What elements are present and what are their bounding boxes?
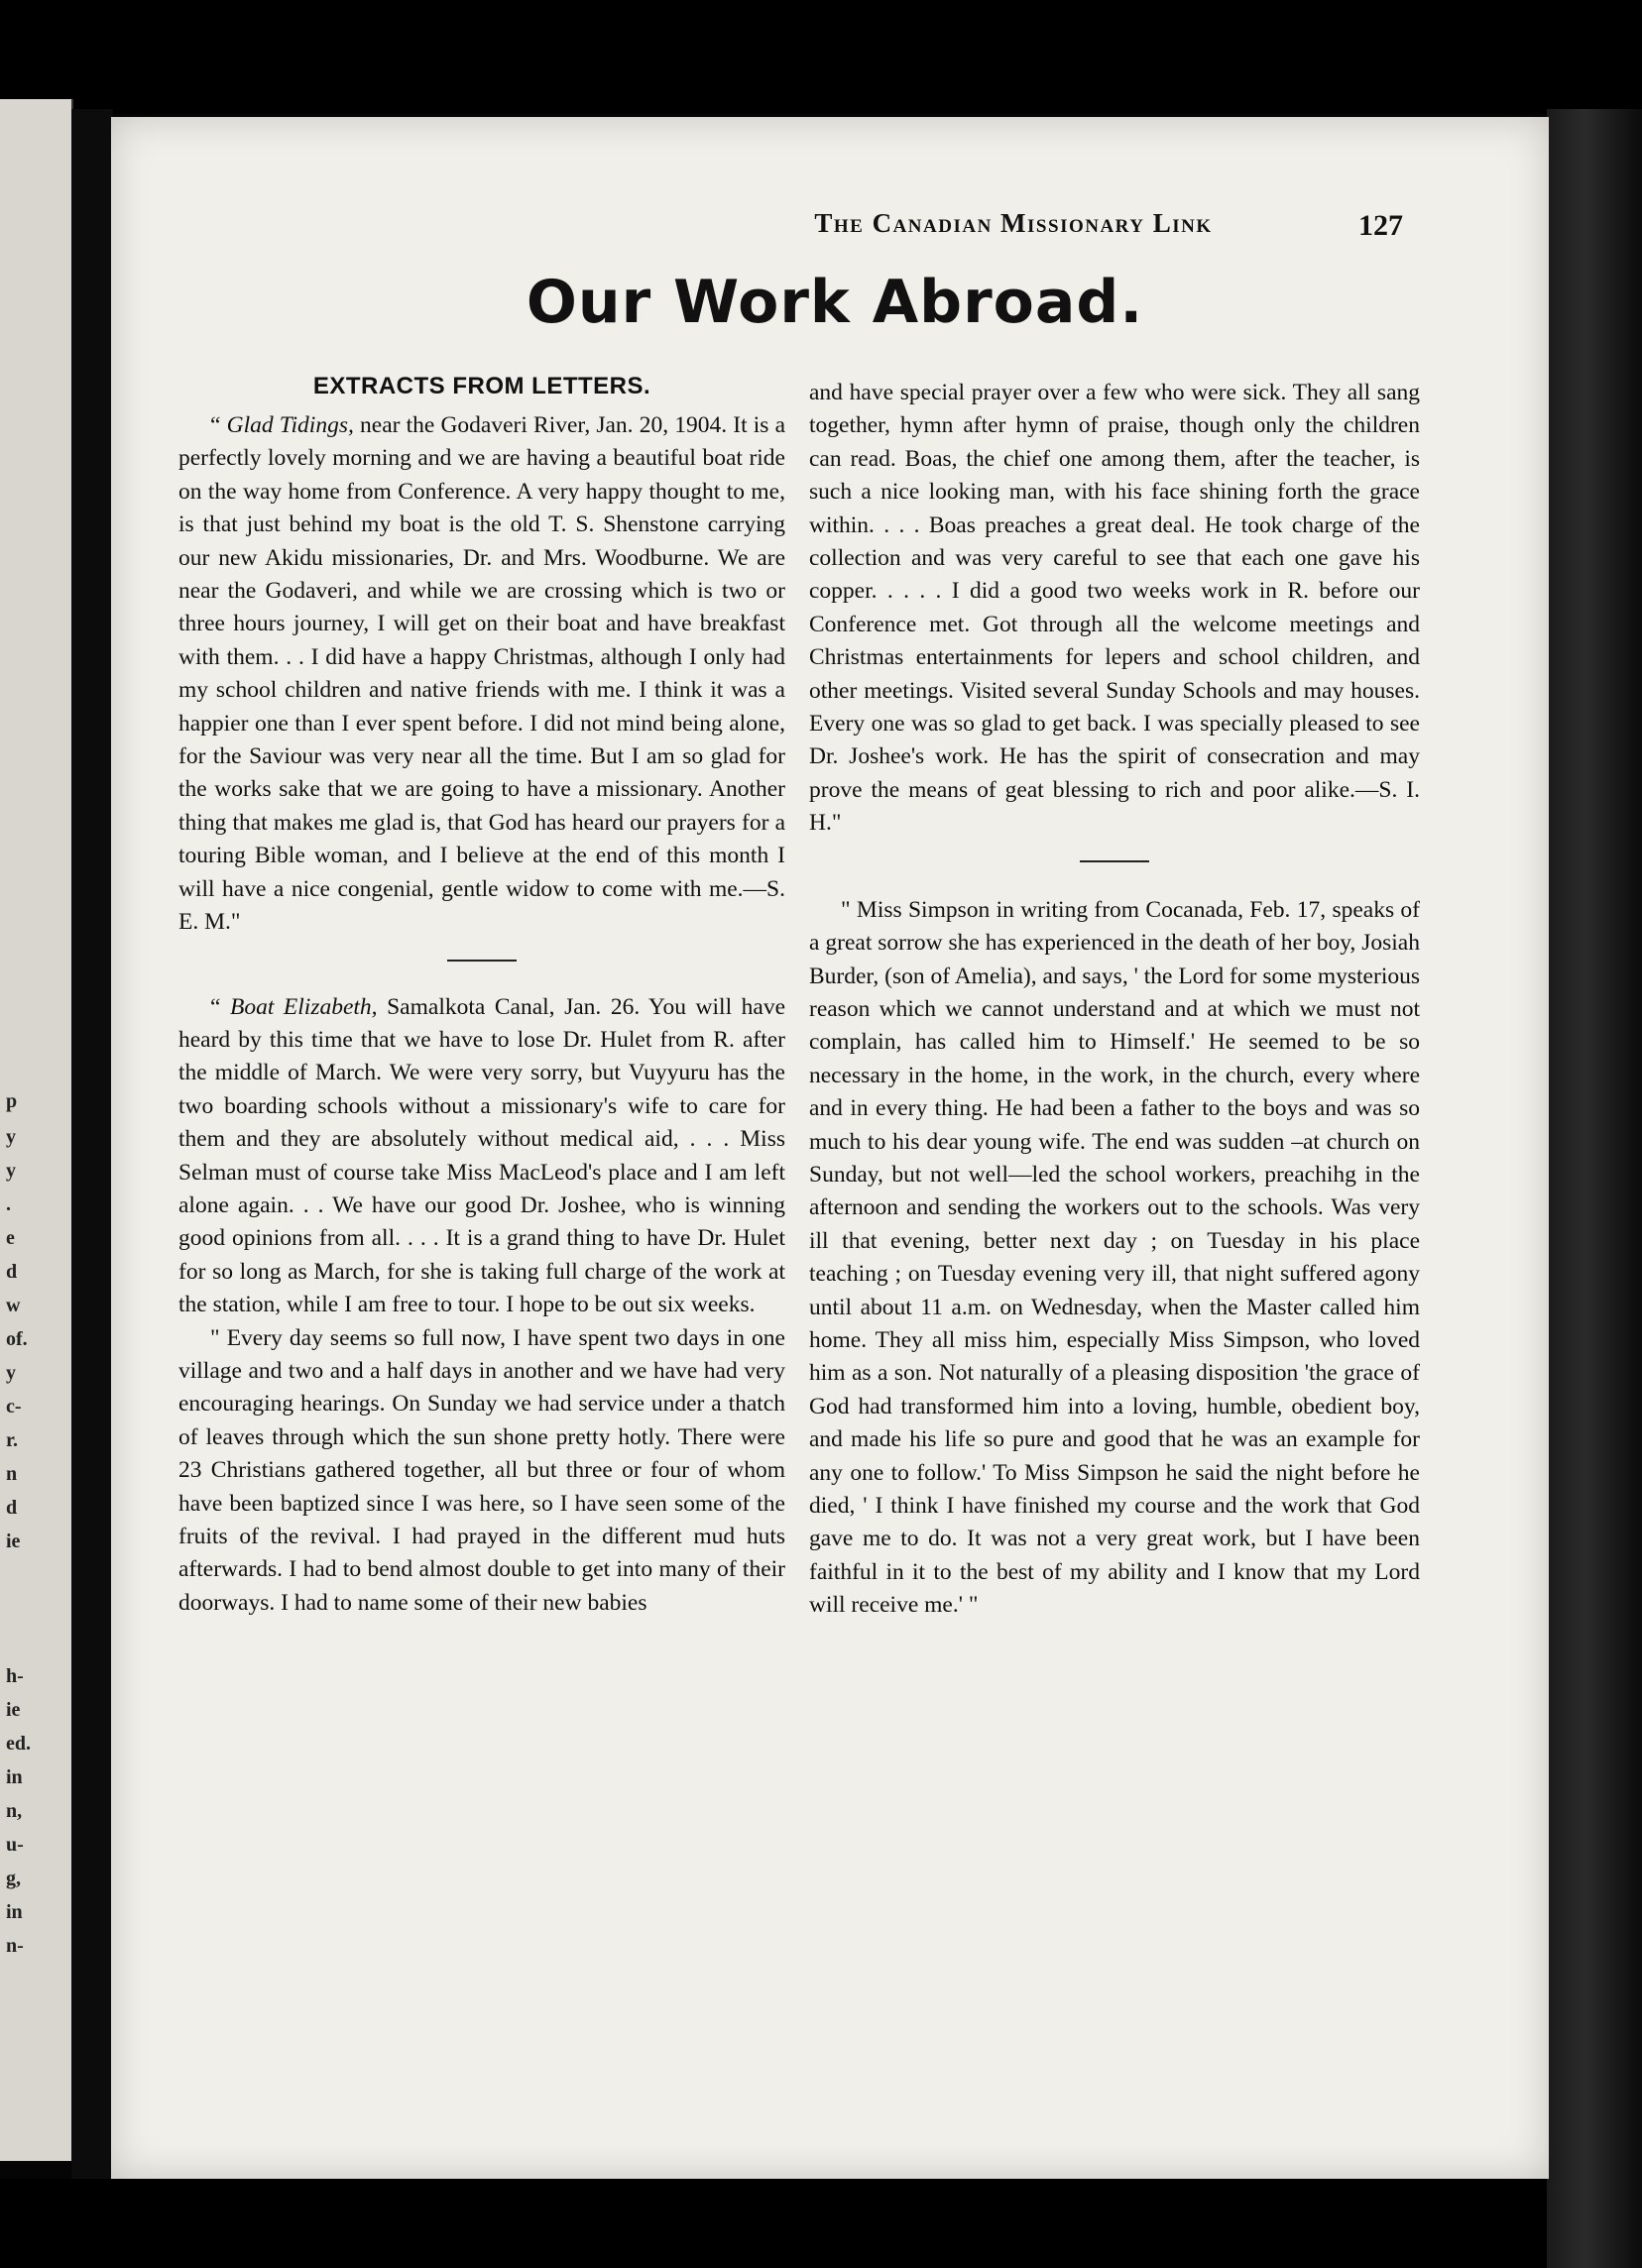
facing-page-fragment: c- xyxy=(6,1396,22,1418)
letter-2-ending: and have special prayer over a few who were sick. They all sang together, hymn after hymn of praise, though only the children can read. Boas, the chief one among them, after the teacher, is such a nice looking man, with his face shining forth the grace within. . . . Boas preaches a great deal. He took charge of the collection and was very careful to see that each one gave his copper. . . . . I did a good two weeks work in R. before our Conference met. Got through all the welcome meetings and Christmas entertainments for lepers and school children, and other meetings. Visited several Sunday Schools and may houses. Every one was so glad to get back. I was specially pleased to see Dr. Joshee's work. He has the spirit of consecration and may prove the means of geat blessing to rich and poor alike.—S. I. H." xyxy=(809,380,1420,837)
facing-page-fragment: d xyxy=(6,1497,18,1519)
facing-page-fragment: w xyxy=(6,1295,21,1316)
scan-border-bottom xyxy=(0,2179,1547,2268)
letter-3: " Miss Simpson in writing from Cocanada, Feb. 17, speaks of a great sorrow she has experienced in the death of her boy, Josiah Burder, (son of Amelia), and says, ' the Lord for some mysterious reason which we cannot understand and at which we must not complain, has called him to Himself.' He seemed to be so necessary in the home, in the work, in the church, every where and in every thing. He had been a father to the boys and was so much to his dear young wife. The end was sudden –at church on Sunday, but not well—led the school workers, preachihg in the afternoon and sending the workers out to the schools. Was very ill that evening, better next day ; on Tuesday in his place teaching ; on Tuesday evening very ill, that night suffered agony until about 11 a.m. on Wednesday, when the Master called him home. They all miss him, especially Miss Simpson, who loved him as a son. Not naturally of a pleasing disposition 'the grace of God had transformed him into a loving, humble, obedient boy, and made his life so pure and good that he was an example for any one to follow.' To Miss Simpson he said the night before he died, ' I think I have finished my course and the work that God gave me to do. It was not a very great work, but I have been faithful in it to the best of my ability and I know that my Lord will receive me.' " xyxy=(809,896,1420,1619)
page-number: 127 xyxy=(1358,209,1403,242)
facing-page-fragment: p xyxy=(6,1090,18,1112)
facing-page-fragment: n xyxy=(6,1463,18,1485)
facing-page-fragment: y xyxy=(6,1160,16,1182)
facing-page-fragment: g, xyxy=(6,1868,21,1889)
facing-page-fragment: d xyxy=(6,1261,18,1283)
letter-2-body: Samalkota Canal, Jan. 26. You will have heard by this time that we have to lose Dr. Hulet from R. after the middle of March. We were very sorry, but Vuyyuru has the two boarding schools without a missionary's wife to care for them and they are absolutely without medical aid, . . . Miss Selman must of course take Miss MacLeod's place and I am left alone again. . . We have our good Dr. Joshee, who is winning good opinions from all. . . . It is a grand thing to have Dr. Hulet for so long as March, for she is taking full charge of the work at the station, while I am free to tour. I hope to be out six weeks. xyxy=(178,993,785,1318)
facing-page-fragment: h- xyxy=(6,1665,24,1687)
book-gutter xyxy=(71,109,113,2211)
facing-page-fragment: ie xyxy=(6,1531,21,1552)
section-heading: EXTRACTS FROM LETTERS. xyxy=(312,373,651,399)
facing-page-fragment: n- xyxy=(6,1935,24,1957)
letter-2-place: Boat Elizabeth, xyxy=(229,993,378,1020)
right-column xyxy=(809,377,1420,1623)
facing-page-fragment: e xyxy=(6,1227,15,1249)
running-head: The Canadian Missionary Link xyxy=(814,208,1213,238)
letter-1: “ Glad Tidings, near the Godaveri River, Jan. 20, 1904. It is a perfectly lovely morning and we are having a beautiful boat ride on the way home from Conference. A very happy thought to me, is that just behind my boat is the old T. S. Shenstone carrying our new Akidu missionaries, Dr. and Mrs. Woodburne. We are near the Godaveri, and while we are crossing which is two or three hours journey, I will get on their boat and have breakfast with them. . . I did have a happy Christmas, although I only had my school children and native friends with me. I think it was a happier one than I ever spent before. I did not mind being alone, for the Saviour was very near all the time. But I am so glad for the works sake that we are going to have a missionary. Another thing that makes me glad is, that God has heard our prayers for a touring Bible woman, and I believe at the end of this month I will have a nice congenial, gentle widow to come with me.—S. E. M." xyxy=(178,412,786,936)
facing-page-fragment: y xyxy=(6,1362,16,1384)
facing-page-edge xyxy=(0,99,73,2161)
letter-1-body: near the Godaveri River, Jan. 20, 1904. It is a perfectly lovely morning and we are having a beautiful boat ride on the way home from Conference. A very happy thought to me, is that just behind my boat is the old T. S. Shenstone carrying our new Akidu missionaries, Dr. and Mrs. Woodburne. We are near the Godaveri, and while we are crossing which is two or three hours journey, I will get on their boat and have breakfast with them. . . I did have a happy Christmas, although I only had my school children and native friends with me. I think it was a happier one than I ever spent before. I did not mind being alone, for the Saviour was very near all the time. But I am so glad for the works sake that we are going to have a missionary. Another thing that makes me glad is, that God has heard our prayers for a touring Bible woman, and I believe at the end of this month I will have a nice congenial, gentle widow to come with me.—S. E. M." xyxy=(178,412,786,936)
facing-page-fragment: r. xyxy=(6,1429,19,1451)
facing-page-fragment: in xyxy=(6,1901,23,1923)
left-column xyxy=(178,372,785,1620)
facing-page-fragment: u- xyxy=(6,1834,24,1856)
page-title: Our Work Abroad. xyxy=(526,268,1144,337)
book-page xyxy=(111,117,1549,2179)
facing-page-fragment: y xyxy=(6,1126,16,1148)
book-edge-right xyxy=(1547,109,1642,2268)
scan-border-top xyxy=(0,0,1642,114)
facing-page-fragment: ie xyxy=(6,1699,21,1721)
facing-page-fragment: of. xyxy=(6,1328,28,1350)
facing-page-fragment: ed. xyxy=(6,1733,31,1755)
facing-page-fragment: in xyxy=(6,1766,23,1788)
divider-rule xyxy=(1080,860,1149,862)
facing-page-fragment: . xyxy=(6,1193,11,1215)
letter-2-continued: " Every day seems so full now, I have spent two days in one village and two and a half days in another and we have had very encouraging hearings. On Sunday we had service under a thatch of leaves through which the sun shone pretty hotly. There were 23 Christians gathered together, all but three or four of whom have been baptized since I was here, so I have seen some of the fruits of the revival. I had prayed in the different mud huts afterwards. I had to bend almost double to get into many of their doorways. I had to name some of their new babies xyxy=(178,1324,785,1616)
facing-page-fragment: n, xyxy=(6,1800,23,1822)
divider-rule xyxy=(447,960,517,962)
letter-1-place: Glad Tidings, xyxy=(226,412,354,438)
letter-2: “ Boat Elizabeth, Samalkota Canal, Jan. 26. You will have heard by this time that we have to lose Dr. Hulet from R. after the middle of March. We were very sorry, but Vuyyuru has the two boarding schools without a missionary's wife to care for them and they are absolutely without medical aid, . . . Miss Selman must of course take Miss MacLeod's place and I am left alone again. . . We have our good Dr. Joshee, who is winning good opinions from all. . . . It is a grand thing to have Dr. Hulet for so long as March, for she is taking full charge of the work at the station, while I am free to tour. I hope to be out six weeks. xyxy=(178,993,785,1318)
